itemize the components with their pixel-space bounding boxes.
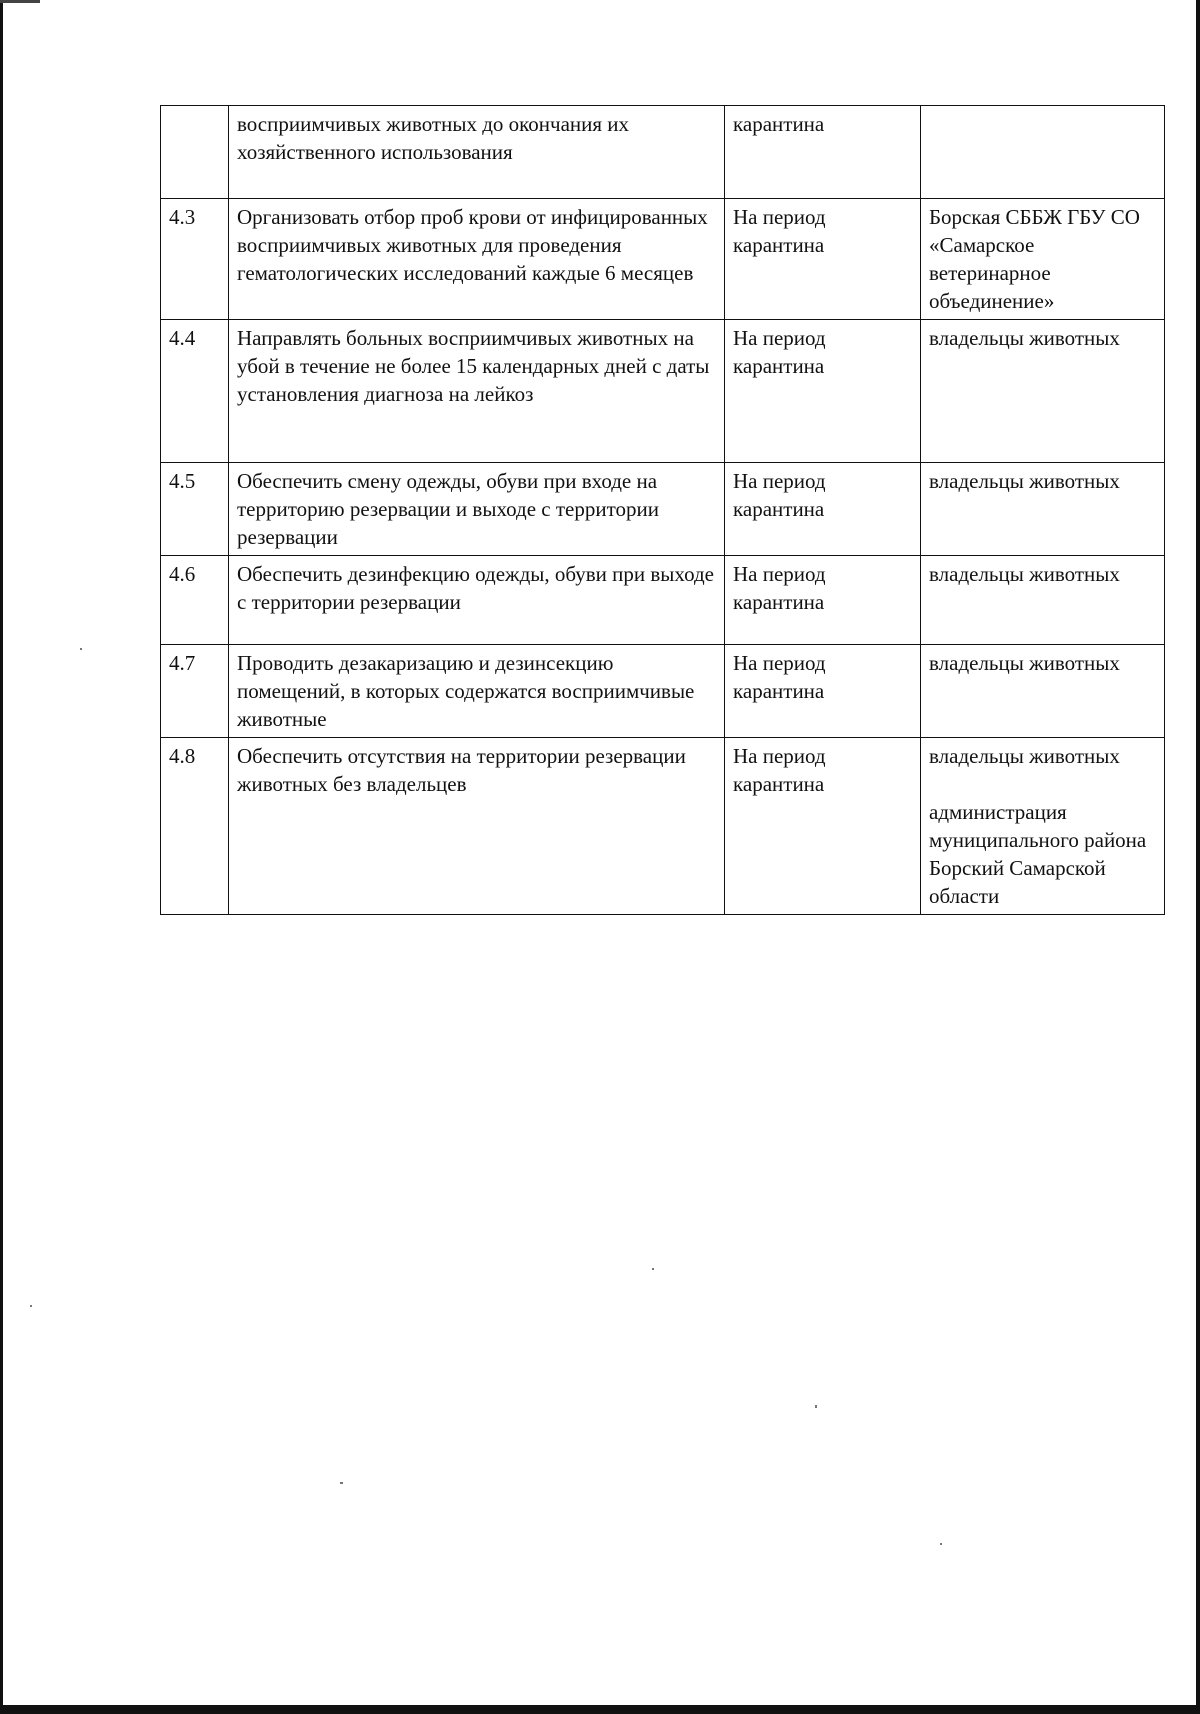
table-row [161,463,1165,556]
term-text: На период карантина [725,645,921,738]
scan-mark-top [0,0,40,3]
measure-text: Проводить дезакаризацию и дезинсекцию помещений, в которых содержатся восприимчивые животные [229,645,725,738]
responsible-cell [921,738,1165,915]
scan-speck [80,648,82,650]
scan-edge-left [0,0,3,1714]
table-row [161,738,1165,915]
scan-speck [815,1405,817,1408]
responsible-text: владельцы животных [921,463,1165,556]
scan-edge-right [1196,0,1200,1714]
row-number: 4.7 [161,645,229,738]
scan-speck [940,1543,942,1545]
scan-speck [340,1482,343,1484]
measure-text: Обеспечить отсутствия на территории резервации животных без владельцев [229,738,725,915]
responsible-extra-text: администрация муниципального района Борский Самарской области [929,800,1147,908]
measures-table [160,105,1165,915]
row-number [161,106,229,199]
responsible-text [921,106,1165,199]
row-number: 4.5 [161,463,229,556]
measure-text: восприимчивых животных до окончания их хозяйственного использования [229,106,725,199]
term-text: карантина [725,106,921,199]
row-number: 4.8 [161,738,229,915]
row-number: 4.4 [161,320,229,463]
measure-text: Обеспечить дезинфекцию одежды, обуви при выходе с территории резервации [229,556,725,645]
scan-speck [652,1268,654,1270]
responsible-text: владельцы животных [929,744,1120,768]
table-row [161,199,1165,320]
term-text: На период карантина [725,199,921,320]
responsible-text: владельцы животных [921,320,1165,463]
responsible-text: Борская СББЖ ГБУ СО «Самарское ветеринарное объединение» [921,199,1165,320]
table-row [161,320,1165,463]
measure-text: Направлять больных восприимчивых животных на убой в течение не более 15 календарных дней с даты установления диагноза на лейкоз [229,320,725,463]
scan-speck [30,1305,32,1307]
responsible-text: владельцы животных [921,645,1165,738]
table-row [161,645,1165,738]
table-row [161,556,1165,645]
measure-text: Обеспечить смену одежды, обуви при входе на территорию резервации и выходе с территории резервации [229,463,725,556]
responsible-text: владельцы животных [921,556,1165,645]
term-text: На период карантина [725,320,921,463]
term-text: На период карантина [725,738,921,915]
row-number: 4.3 [161,199,229,320]
row-number: 4.6 [161,556,229,645]
term-text: На период карантина [725,556,921,645]
scan-edge-bottom [0,1705,1200,1714]
table-row [161,106,1165,199]
term-text: На период карантина [725,463,921,556]
measure-text: Организовать отбор проб крови от инфицированных восприимчивых животных для проведения гематологических исследований каждые 6 месяцев [229,199,725,320]
